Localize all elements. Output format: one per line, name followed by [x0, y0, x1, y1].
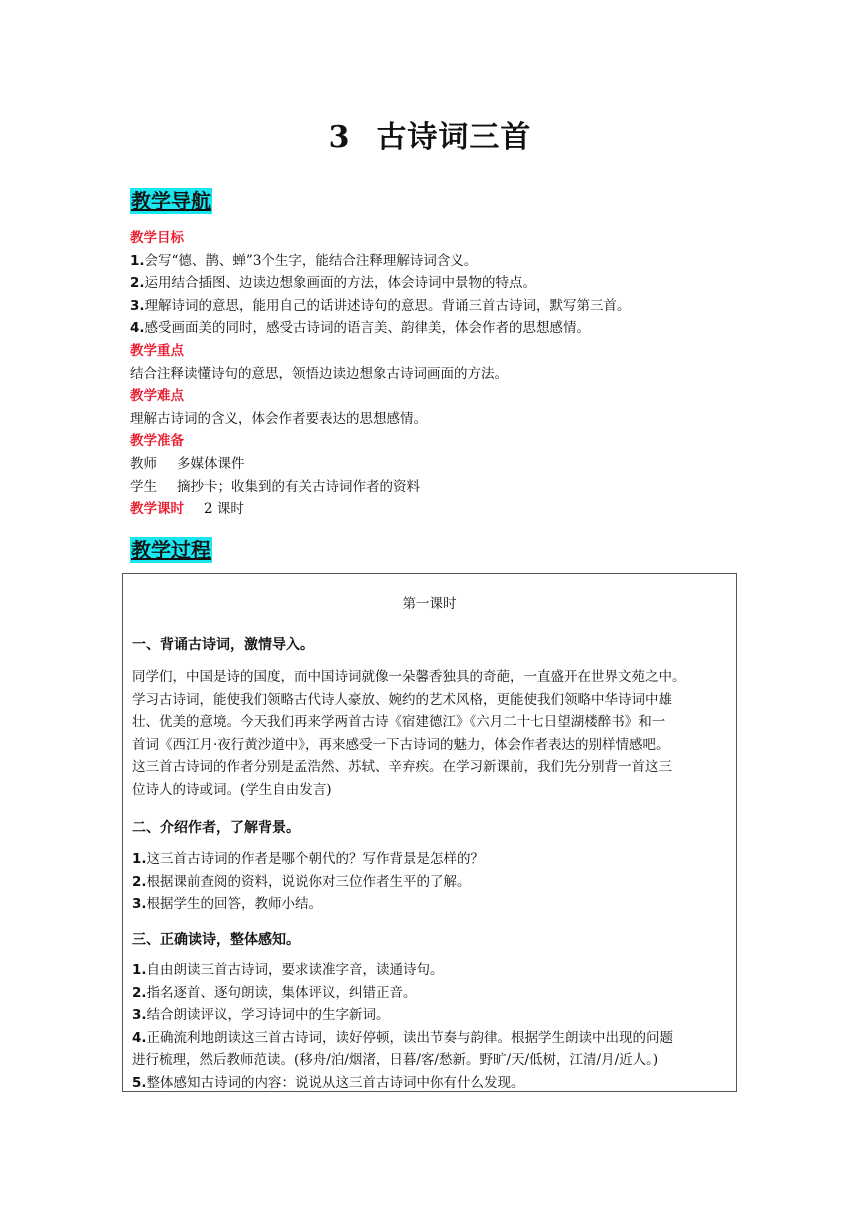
prep-student: 学生 摘抄卡；收集到的有关古诗词作者的资料	[130, 478, 420, 495]
goals-label: 教学目标	[130, 230, 184, 246]
step-1-heading: 一、背诵古诗词，激情导入。	[132, 637, 314, 653]
list-item: 3.根据学生的回答，教师小结。	[132, 896, 323, 913]
lesson-number: 3	[328, 120, 351, 155]
list-item: 1.这三首古诗词的作者是哪个朝代的？写作背景是怎样的？	[132, 851, 485, 867]
goal-item: 3.理解诗词的意思，能用自己的话讲述诗句的意思。背诵三首古诗词，默写第三首。	[130, 297, 631, 314]
lesson-title: 古诗词三首	[376, 120, 532, 155]
process-table	[122, 573, 737, 1092]
guide-block	[130, 227, 740, 521]
section-heading-process: 教学过程	[131, 538, 211, 562]
section-heading-guide: 教学导航	[131, 189, 211, 213]
list-item: 2.指名逐首、逐句朗读，集体评议，纠错正音。	[132, 984, 417, 1001]
key-label: 教学重点	[130, 342, 184, 359]
step-3-list	[132, 959, 732, 1095]
prep-label: 教学准备	[130, 433, 184, 450]
lesson-period-title: 第一课时	[402, 596, 457, 612]
hours-label: 教学课时	[130, 501, 184, 518]
difficulty-text: 理解古诗词的含义，体会作者要表达的思想感情。	[130, 410, 427, 427]
hours-row	[130, 498, 740, 521]
list-item: 4.正确流利地朗读这三首古诗词，读好停顿，读出节奏与韵律。根据学生朗读中出现的问题	[132, 1029, 674, 1046]
step-2-heading: 二、介绍作者，了解背景。	[132, 820, 300, 836]
step-3-heading: 三、正确读诗，整体感知。	[132, 932, 300, 948]
key-text: 结合注释读懂诗句的意思，领悟边读边想象古诗词画面的方法。	[130, 365, 508, 382]
difficulty-label: 教学难点	[130, 388, 184, 405]
goal-item: 2.运用结合插图、边读边想象画面的方法，体会诗词中景物的特点。	[130, 275, 537, 292]
list-item: 5.整体感知古诗词的内容：说说从这三首古诗词中你有什么发现。	[132, 1074, 525, 1091]
page-title	[0, 112, 860, 156]
step-1-text: 同学们，中国是诗的国度，而中国诗词就像一朵馨香独具的奇葩，一直盛开在世界文苑之中。 学习古诗词，能使我们领略古代诗人豪放、婉约的艺术风格，更能使我们领略中华诗词中雄 壮、优美的意境。今天我们再来学两首古诗《宿建德江》《六月二十七日望湖楼醉书》和一 首词《西江月·夜行黄沙道中》，再来感受一下古诗词的魅力，体会作者表达的别样情感吧。 这三首古诗词的作者分别是孟浩然、苏轼、辛弃疾。在学习新课前，我们先分别背一首这三 位诗人的诗或词。(学生自由发言)	[132, 669, 686, 798]
step-2-list	[132, 848, 732, 916]
goal-item: 1.会写“德、鹊、蝉”3个生字，能结合注释理解诗词含义。	[130, 252, 478, 269]
list-item: 1.自由朗读三首古诗词，要求读准字音，读通诗句。	[132, 962, 444, 978]
list-item: 进行梳理，然后教师范读。(移舟/泊/烟渚，日暮/客/愁新。野旷/天/低树，江清/月/近人。)	[132, 1052, 659, 1069]
hours-value: 2 课时	[204, 501, 244, 518]
list-item: 2.根据课前查阅的资料，说说你对三位作者生平的了解。	[132, 873, 471, 890]
goal-item: 4.感受画面美的同时，感受古诗词的语言美、韵律美，体会作者的思想感情。	[130, 320, 591, 337]
prep-teacher: 教师 多媒体课件	[130, 455, 245, 472]
list-item: 3.结合朗读评议，学习诗词中的生字新词。	[132, 1007, 390, 1024]
